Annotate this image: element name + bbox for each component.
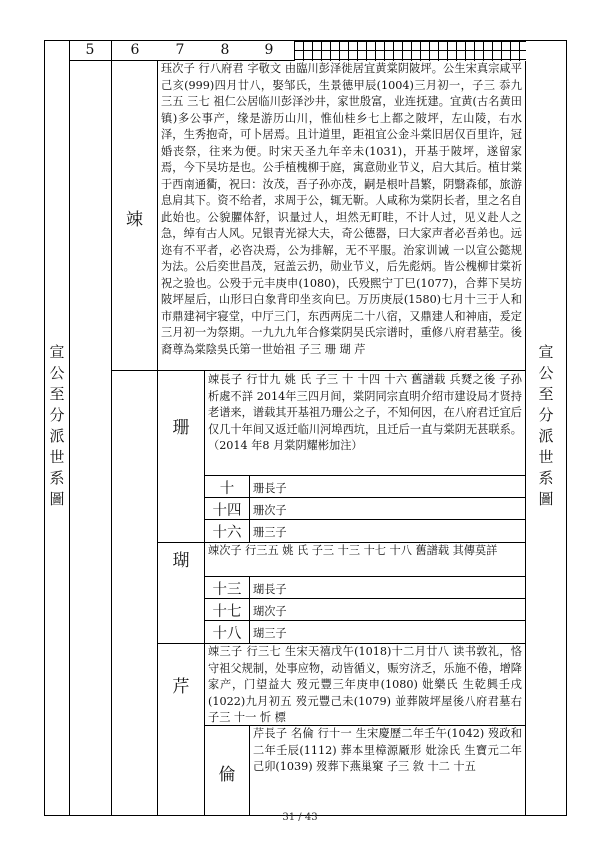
hu-name: 瑚	[172, 551, 190, 571]
shan-son1-name: 十	[219, 481, 235, 497]
lun-name: 倫	[218, 765, 236, 785]
shan-sons-divider	[249, 475, 250, 542]
left-side-title: 宣公至分派世系圖	[49, 343, 65, 508]
hu-son2-text: 瑚次子	[253, 605, 287, 618]
header-gen-9: 9	[264, 42, 274, 58]
sou-name: 竦	[126, 210, 143, 230]
qin-name: 芹	[172, 677, 190, 697]
right-side-title: 宣公至分派世系圖	[538, 343, 554, 508]
lun-text: 芹長子 名倫 行十一 生宋慶歷二年壬午(1042) 歿政和二年壬辰(1112) 葬本里樟源厰形 妣涂氏 生寶元二年己卯(1039) 歿葬下燕巢窠 子三 敘 十二 十五	[253, 727, 522, 773]
page-number: 31 / 43	[282, 812, 318, 823]
header-gen-8: 8	[220, 42, 230, 58]
hu-son3-text: 瑚三子	[253, 627, 287, 640]
shan-son3-text: 珊三子	[253, 526, 287, 539]
header-grid-pattern	[294, 41, 526, 61]
header-gen-6: 6	[130, 42, 140, 58]
header-gen-7: 7	[175, 42, 185, 58]
hu-son2-bottom	[204, 620, 525, 621]
sou-bottom-line	[111, 370, 525, 371]
hu-son3-name: 十八	[212, 626, 242, 642]
lun-divider	[249, 725, 250, 816]
shan-son1-bottom	[204, 497, 525, 498]
hu-sons-divider	[249, 576, 250, 643]
hu-text-bottom	[204, 576, 525, 577]
shan-son2-text: 珊次子	[253, 504, 287, 517]
shan-text-bottom	[204, 475, 525, 476]
shan-son2-bottom	[204, 519, 525, 520]
right-title-divider	[525, 40, 526, 816]
hu-son1-bottom	[204, 598, 525, 599]
qin-text: 竦三子 行三七 生宋天禧戊午(1018)十二月廿八 读书敦礼，恪守祖父规制，处事应物，动皆循义，赈穷济乏，乐施不倦，增降家产，门望益大 歿元豐三年庚申(1080) 妣樂氏 生乾興壬戌(1022)九月初五 歿元豐己未(1079) 並葬陂坪屋後八府君墓右 子三 十一 忻 標	[208, 645, 522, 724]
hu-son2-name: 十七	[212, 604, 242, 620]
shan-name: 珊	[172, 418, 190, 438]
hu-text: 竦次子 行三五 姚 氏 子三 十三 十七 十八 舊譜载 其傳莫詳	[208, 544, 498, 557]
gen-sou-name-divider	[157, 60, 158, 370]
sou-text: 珏次子 行八府君 字敬文 由臨川彭泽徙居宜黄棠阴陂坪。公生宋真宗咸平己亥(999)四月廿八，娶邹氏，生景德甲辰(1004)三月初一，子三 忝九 三五 三七 祖仁公居临川彭泽沙井，家世殷富，业连抚建。宜黄(古名黄田镇)多公事产，缘是游历山川，惟仙桂乡七上都之陂坪，左山陵，右水泽，生秀抱奇，可卜居焉。且计道里，距祖宜公金斗棠旧居仅百里许，冠婚丧祭，往来为便。时宋天圣九年辛未(1031)，开基于陂坪，遂留家焉，今下吴坊是也。公手植槐柳于庭，寓意勋业节义，启大其后。植甘棠于西南通衢，祝曰：汝茂，吾子孙亦茂，嗣是根叶昌繁，阴翳森郁，旅游息肩其下。资不给者，求周于公，辄无靳。人咸称为棠阴长者，里之名自此始也。公貌臞体舒，识量过人，坦然无町畦，不计人过，见义赴人之急，绰有古人风。兄银青光禄大夫，奇公德器，曰大家声者必吾弟也。远迩有不平者，必咨决焉，公为排解，无不平服。治家训诫 一以宣公懿规为法。公后奕世昌茂，冠盖云扔，勋业节义，后先彪炳。皆公槐柳甘棠祈祝之验也。公殁于元丰庚申(1080)，氏殁熙宁丁巳(1077)，合葬下吴坊陂坪屋后，山形曰白象背印坐亥向巳。万历庚辰(1580)七月十三于人和市鼎建祠宇寝堂，中厅三门，东西两庑二十八宿，又鼎建人和神庙，爰定三月初一为祭期。一九九九年合修棠阴吴氏宗谱时，重修八府君墓茔。後裔尊為棠陰吳氏第一世始祖 子三 珊 瑚 芹	[161, 62, 522, 356]
hu-son1-name: 十三	[212, 582, 242, 598]
shan-son1-text: 珊長子	[253, 482, 287, 495]
hu-son1-text: 瑚長子	[253, 583, 287, 596]
left-title-divider	[69, 40, 70, 816]
shan-son2-name: 十四	[212, 503, 242, 519]
shan-text: 竦長子 行廿九 姚 氏 子三 十 十四 十六 舊譜载 兵燹之後 子孙析處不詳 2014年三四月间，棠阴同宗直明介绍市建设局才贤持老谱来，谱载其开基祖乃珊公之子，不知何因，在八府君迁宜后仅几十年间又返迁临川河埠西坑，且迁后一直与棠阴无甚联系。（2014 年8 月棠阴耀彬加注）	[208, 373, 522, 452]
header-gen-5: 5	[85, 42, 95, 58]
col-5-divider	[111, 40, 112, 816]
shan-son3-name: 十六	[212, 525, 242, 541]
